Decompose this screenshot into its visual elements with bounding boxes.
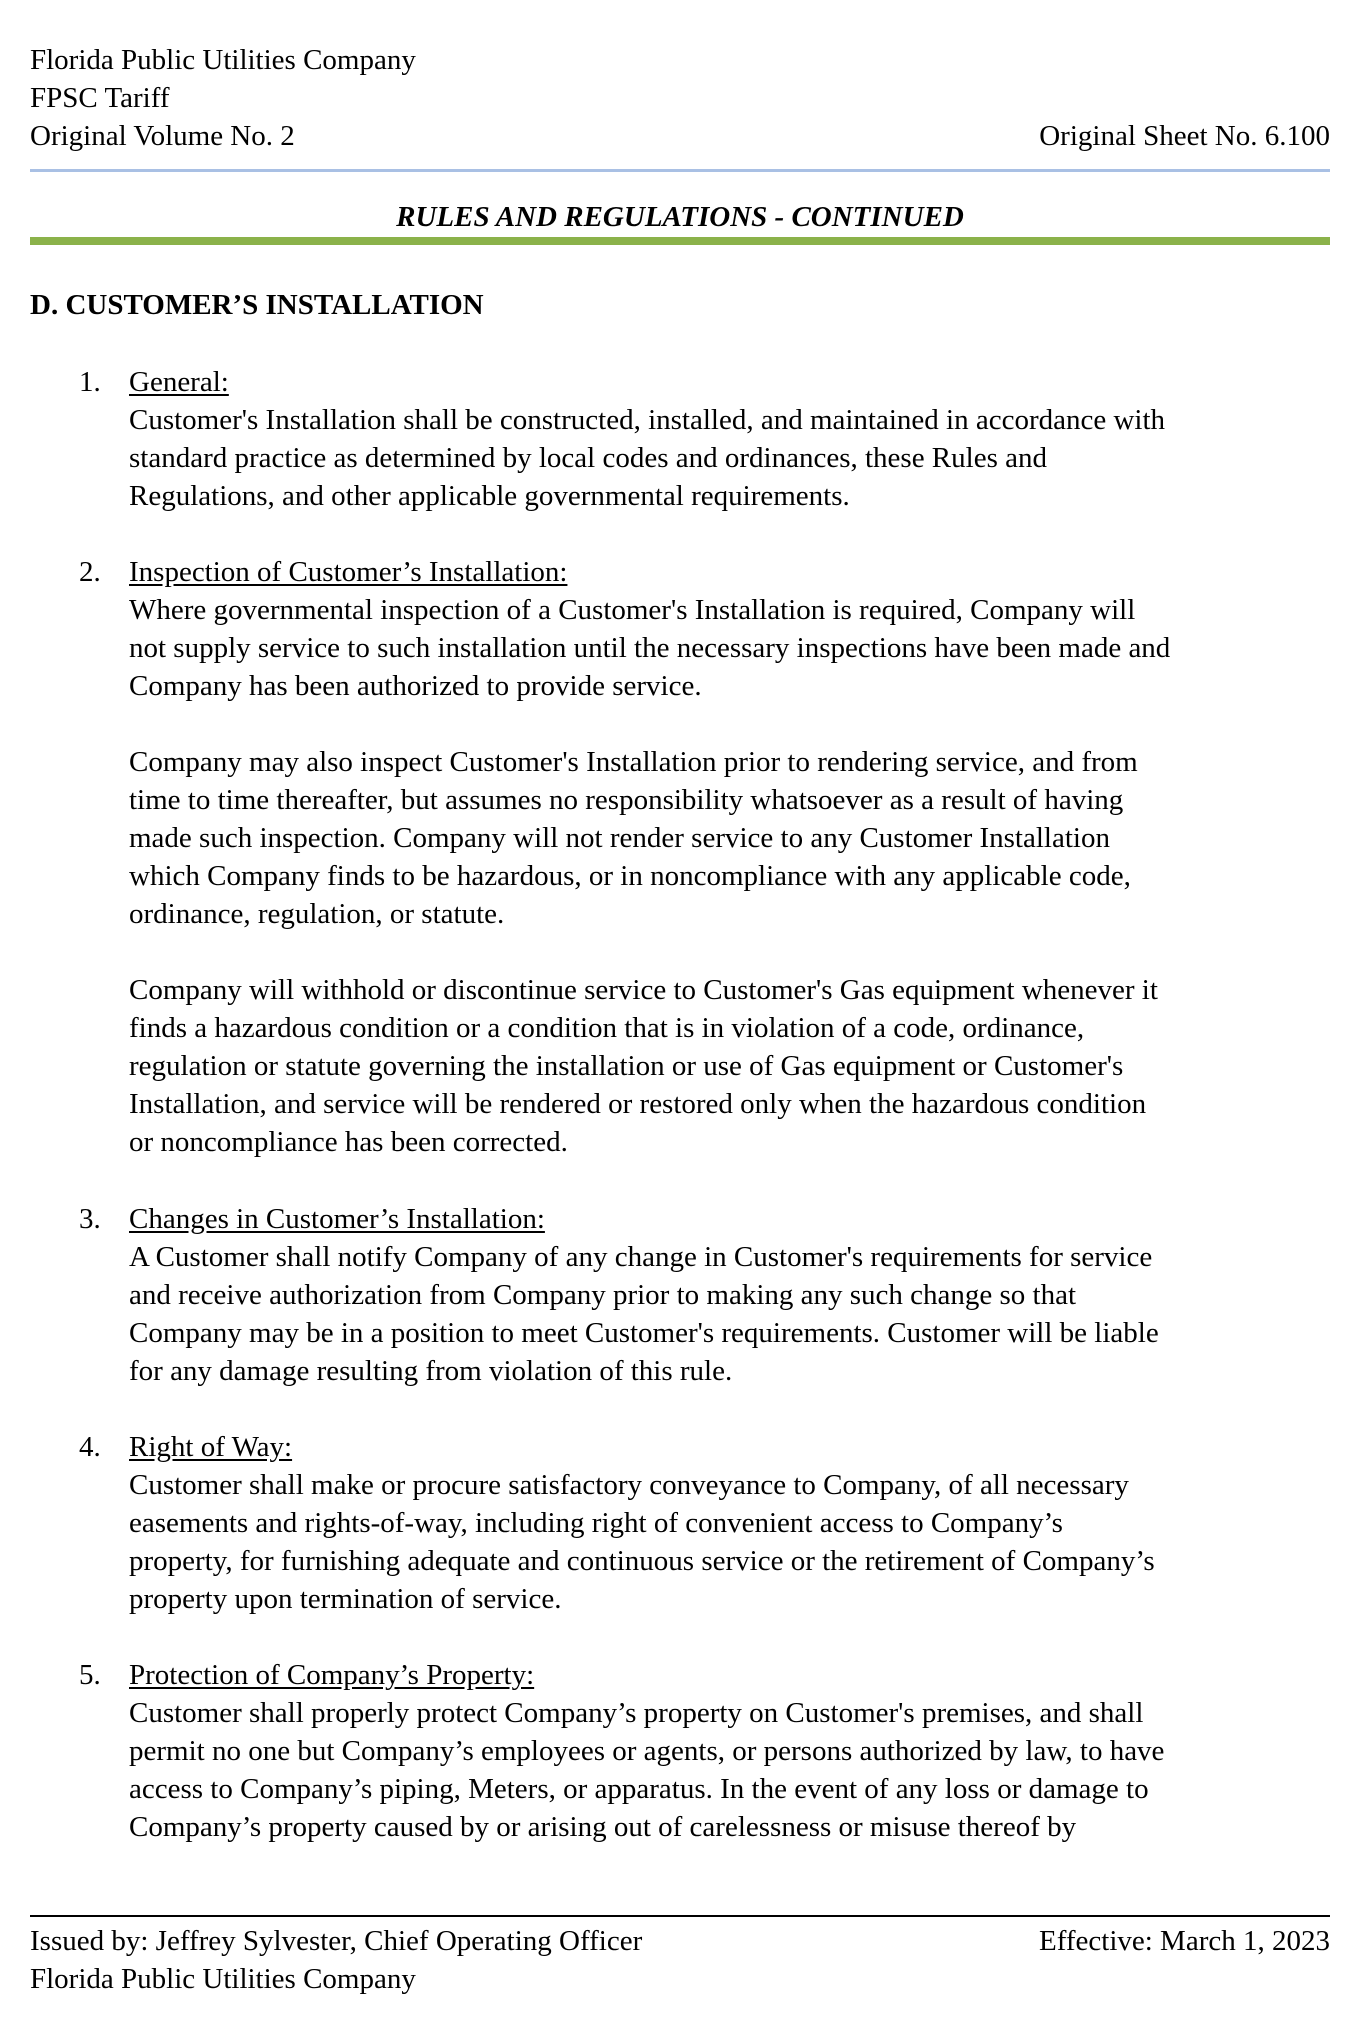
footer-effective-date: Effective: March 1, 2023: [1039, 1925, 1330, 1957]
footer-issued-by: Issued by: Jeffrey Sylvester, Chief Operating Officer: [30, 1925, 643, 1957]
text-line: Company may be in a position to meet Customer's requirements. Customer will be liable: [129, 1317, 1159, 1349]
text-line: Installation, and service will be rendered or restored only when the hazardous condition: [129, 1088, 1147, 1120]
text-line: standard practice as determined by local codes and ordinances, these Rules and: [129, 442, 1047, 474]
text-line: Company has been authorized to provide service.: [129, 670, 702, 702]
item-number: 3.: [79, 1203, 101, 1235]
item-number: 2.: [79, 556, 101, 588]
text-line: property upon termination of service.: [129, 1583, 562, 1615]
text-line: finds a hazardous condition or a condition that is in violation of a code, ordinance,: [129, 1012, 1085, 1044]
header-company: Florida Public Utilities Company: [30, 44, 416, 76]
text-line: time to time thereafter, but assumes no responsibility whatsoever as a result of having: [129, 784, 1124, 816]
text-line: Customer shall properly protect Company’s property on Customer's premises, and shall: [129, 1697, 1144, 1729]
text-line: Regulations, and other applicable governmental requirements.: [129, 480, 850, 512]
text-line: for any damage resulting from violation of this rule.: [129, 1355, 733, 1387]
text-line: property, for furnishing adequate and continuous service or the retirement of Company’s: [129, 1545, 1155, 1577]
text-line: easements and rights-of-way, including right of convenient access to Company’s: [129, 1507, 1063, 1539]
item-body: [129, 1428, 1329, 1618]
item-body: [129, 1200, 1329, 1390]
header-volume: Original Volume No. 2: [30, 120, 295, 152]
item-title: Changes in Customer’s Installation:: [129, 1203, 545, 1235]
text-line: Company may also inspect Customer's Installation prior to rendering service, and from: [129, 746, 1138, 778]
text-line: which Company finds to be hazardous, or in noncompliance with any applicable code,: [129, 860, 1131, 892]
text-line: made such inspection. Company will not render service to any Customer Installation: [129, 822, 1110, 854]
item-title: Inspection of Customer’s Installation:: [129, 556, 568, 588]
text-line: Where governmental inspection of a Customer's Installation is required, Company will: [129, 594, 1136, 626]
tariff-page: [30, 0, 1330, 2026]
item-number: 5.: [79, 1659, 101, 1691]
item-body: [129, 553, 1329, 1161]
header-sheet-number: Original Sheet No. 6.100: [1039, 120, 1330, 152]
text-line: and receive authorization from Company prior to making any such change so that: [129, 1279, 1077, 1311]
item-title: General:: [129, 366, 229, 398]
text-line: Company will withhold or discontinue service to Customer's Gas equipment whenever it: [129, 974, 1158, 1006]
item-paragraph: [129, 1466, 1329, 1618]
footer-company: Florida Public Utilities Company: [30, 1963, 416, 1995]
section-divider: [30, 237, 1330, 245]
item-title: Protection of Company’s Property:: [129, 1659, 535, 1691]
section-banner: RULES AND REGULATIONS - CONTINUED: [396, 201, 964, 233]
text-line: not supply service to such installation until the necessary inspections have been made and: [129, 632, 1171, 664]
item-paragraph: [129, 401, 1329, 515]
item-title: Right of Way:: [129, 1431, 293, 1463]
text-line: or noncompliance has been corrected.: [129, 1126, 568, 1158]
item-body: [129, 363, 1329, 515]
item-paragraph: [129, 1694, 1329, 1846]
item-number: 1.: [79, 366, 101, 398]
text-line: ordinance, regulation, or statute.: [129, 898, 505, 930]
text-line: Customer shall make or procure satisfactory conveyance to Company, of all necessary: [129, 1469, 1129, 1501]
text-line: Company’s property caused by or arising out of carelessness or misuse thereof by: [129, 1811, 1077, 1843]
text-line: permit no one but Company’s employees or agents, or persons authorized by law, to have: [129, 1735, 1165, 1767]
text-line: Customer's Installation shall be constructed, installed, and maintained in accordance with: [129, 404, 1166, 436]
footer-divider: [30, 1915, 1330, 1917]
text-line: regulation or statute governing the installation or use of Gas equipment or Customer's: [129, 1050, 1124, 1082]
item-number: 4.: [79, 1431, 101, 1463]
item-paragraph: [129, 971, 1329, 1161]
header-divider: [30, 169, 1330, 172]
text-line: A Customer shall notify Company of any change in Customer's requirements for service: [129, 1241, 1153, 1273]
item-paragraph: [129, 591, 1329, 705]
header-tariff: FPSC Tariff: [30, 82, 170, 114]
item-body: [129, 1656, 1329, 1846]
section-heading: D. CUSTOMER’S INSTALLATION: [30, 289, 484, 321]
text-line: access to Company’s piping, Meters, or apparatus. In the event of any loss or damage to: [129, 1773, 1149, 1805]
item-paragraph: [129, 743, 1329, 933]
item-paragraph: [129, 1238, 1329, 1390]
